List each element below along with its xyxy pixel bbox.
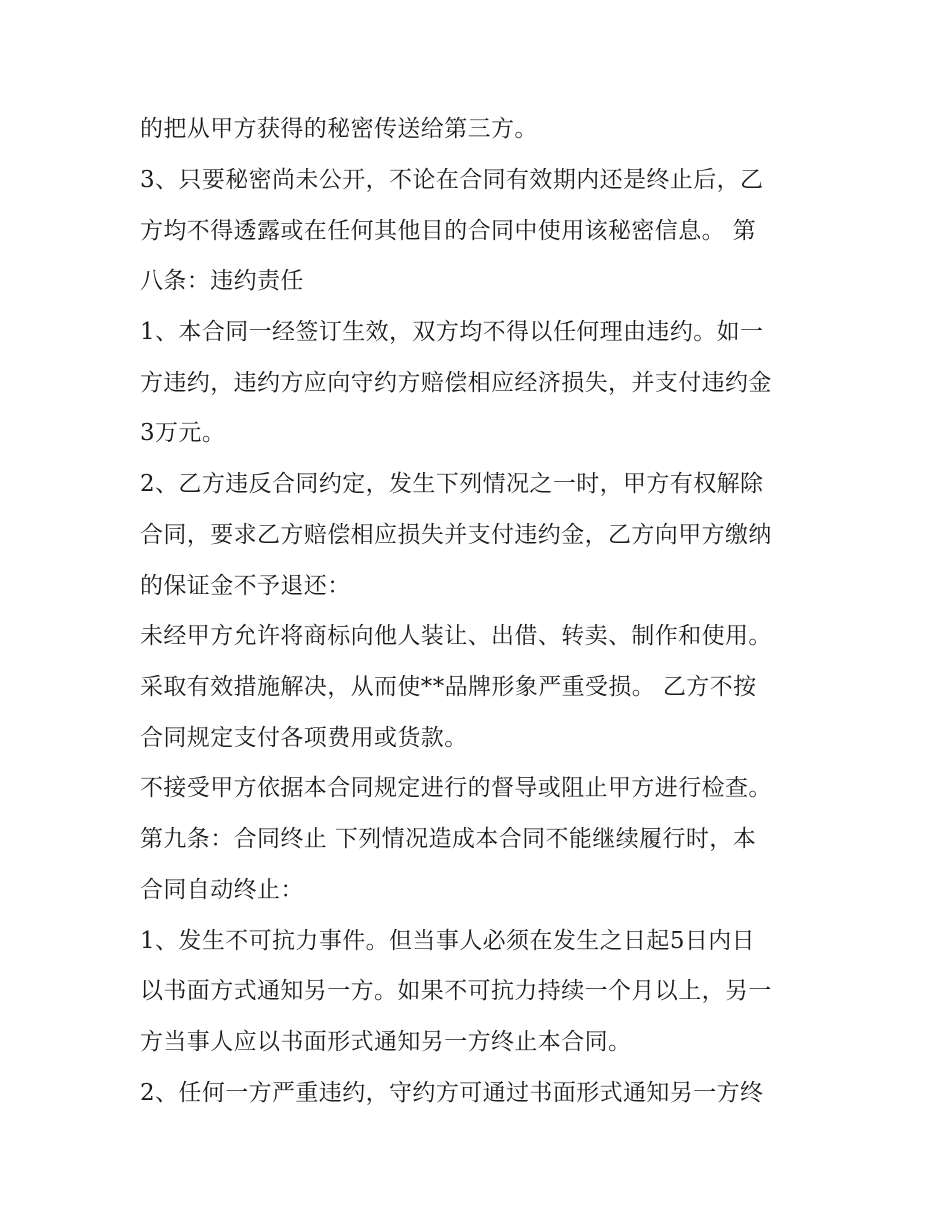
text-line-2: 3、只要秘密尚未公开，不论在合同有效期内还是终止后，乙	[140, 167, 764, 193]
text-line-19: 方当事人应以书面形式通知另一方终止本合同。	[140, 1029, 632, 1055]
text-line-4: 八条：违约责任	[140, 268, 304, 294]
text-line-5: 1、本合同一经签订生效，双方均不得以任何理由违约。如一	[140, 319, 764, 345]
text-line-17: 1、发生不可抗力事件。但当事人必须在发生之日起5日内日	[140, 928, 756, 954]
text-line-8: 2、乙方违反合同约定，发生下列情况之一时，甲方有权解除	[140, 471, 764, 497]
text-line-9: 合同，要求乙方赔偿相应损失并支付违约金，乙方向甲方缴纳	[140, 522, 772, 548]
text-line-14: 不接受甲方依据本合同规定进行的督导或阻止甲方进行检查。	[140, 775, 772, 801]
text-line-3: 方均不得透露或在任何其他目的合同中使用该秘密信息。 第	[140, 218, 757, 244]
text-line-12: 采取有效措施解决，从而使**品牌形象严重受损。 乙方不按	[140, 674, 757, 700]
text-line-16: 合同自动终止：	[140, 877, 304, 903]
text-line-18: 以书面方式通知另一方。如果不可抗力持续一个月以上，另一	[140, 978, 772, 1004]
text-line-15: 第九条：合同终止 下列情况造成本合同不能继续履行时，本	[140, 826, 757, 852]
text-line-10: 的保证金不予退还：	[140, 573, 351, 599]
text-line-6: 方违约，违约方应向守约方赔偿相应经济损失，并支付违约金	[140, 370, 772, 396]
text-line-20: 2、任何一方严重违约，守约方可通过书面形式通知另一方终	[140, 1080, 764, 1106]
text-line-1: 的把从甲方获得的秘密传送给第三方。	[140, 116, 538, 142]
text-line-7: 3万元。	[140, 420, 226, 446]
text-line-11: 未经甲方允许将商标向他人装让、出借、转卖、制作和使用。	[140, 623, 772, 649]
text-line-13: 合同规定支付各项费用或货款。	[140, 725, 468, 751]
